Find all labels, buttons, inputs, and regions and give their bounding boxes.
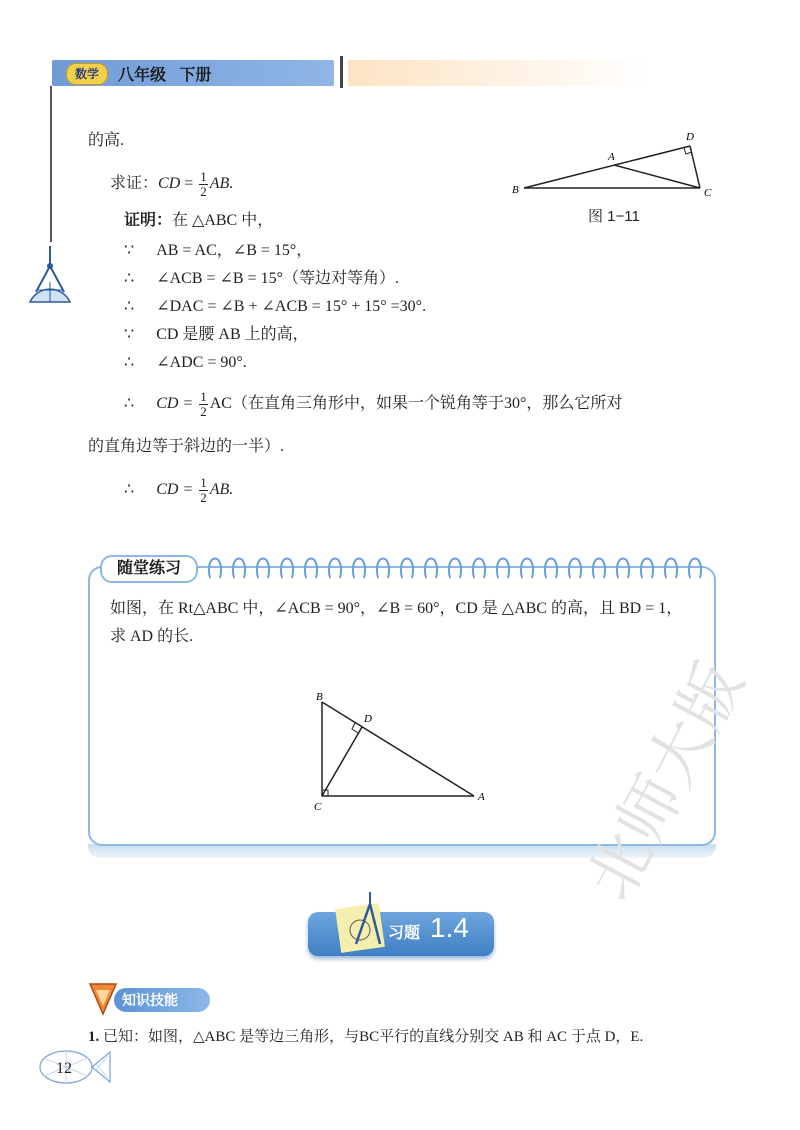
because-symbol: ∵ (124, 326, 135, 343)
header-gradient (348, 60, 648, 86)
fraction (199, 476, 208, 505)
watermark: 北师大版 (573, 651, 759, 912)
proof-step-3 (124, 296, 426, 318)
prove-label: 求证： (110, 175, 159, 193)
prove-rhs: AB. (209, 175, 234, 193)
therefore-symbol: ∴ (124, 270, 135, 287)
proof-intro-text: 在 △ABC 中， (172, 212, 274, 229)
therefore-symbol: ∴ (124, 298, 135, 315)
fraction (199, 170, 208, 199)
page-number: 12 (56, 1060, 72, 1077)
label-A: A (608, 151, 615, 163)
grade-label: 八年级 (118, 67, 167, 84)
therefore-symbol: ∴ (124, 481, 135, 499)
spiral-binding-icon (204, 548, 704, 584)
because-symbol: ∵ (124, 242, 135, 259)
proof-intro (124, 210, 273, 232)
label-C: C (314, 801, 322, 812)
frac-num: 1 (200, 169, 207, 184)
figure-1-11-caption: 图 1−11 (588, 208, 640, 225)
step-text: AC（在直角三角形中，如果一个锐角等于30°，那么它所对 (209, 395, 623, 413)
step-text: ∠ACB = ∠B = 15°（等边对等角）. (156, 270, 400, 287)
prove-statement (110, 170, 233, 199)
problem-1 (88, 1026, 643, 1048)
label-D: D (686, 131, 694, 143)
label-C: C (704, 187, 712, 199)
fish-icon (36, 1044, 112, 1090)
label-B: B (316, 691, 323, 703)
label-A: A (478, 791, 485, 803)
proof-step-6 (124, 390, 622, 419)
subject-badge-label: 数学 (74, 67, 99, 81)
therefore-symbol: ∴ (124, 395, 135, 413)
volume-label: 下册 (179, 67, 212, 84)
proof-label: 证明： (124, 212, 173, 229)
label-B: B (512, 184, 519, 196)
subject-badge (66, 63, 108, 85)
step-text: AB = AC，∠B = 15°， (156, 242, 313, 259)
line-CD (322, 727, 362, 796)
skills-label: 知识技能 (122, 992, 178, 1008)
practice-tab-label: 随堂练习 (116, 560, 181, 577)
step-lhs: CD = (156, 481, 198, 499)
prove-eq: = (180, 175, 198, 193)
problem-number: 1. (88, 1029, 100, 1045)
line-BD (524, 146, 690, 188)
step-text: ∠DAC = ∠B + ∠ACB = 15° + 15° =30°. (156, 298, 427, 315)
fraction (199, 390, 208, 419)
frac-den: 2 (200, 490, 207, 505)
skills-heading (114, 988, 210, 1012)
proof-step-4 (124, 324, 309, 346)
practice-text-1: 如图，在 Rt△ABC 中，∠ACB = 90°，∠B = 60°，CD 是 △ABC 的高，且 BD = 1， (110, 600, 683, 617)
label-D: D (364, 713, 372, 725)
line-BA (322, 702, 474, 796)
frac-num: 1 (200, 475, 207, 490)
text-line-1: 的高. (88, 132, 125, 149)
proof-step-2 (124, 268, 399, 290)
header-title (118, 62, 211, 85)
step-text: CD 是腰 AB 上的高， (156, 326, 309, 343)
line-AC (614, 165, 700, 188)
proof-step-7 (124, 476, 233, 505)
exercise-number: 1.4 (430, 912, 469, 943)
step-text: ∠ADC = 90°. (156, 354, 247, 371)
prove-lhs: CD (158, 175, 181, 193)
frac-num: 1 (200, 389, 207, 404)
compass-icon (346, 890, 386, 948)
practice-text-2: 求 AD 的长. (110, 628, 194, 645)
proof-step-6-cont: 的直角边等于斜边的一半）. (88, 438, 285, 455)
proof-step-5 (124, 352, 247, 374)
header-separator (340, 56, 343, 88)
frac-den: 2 (200, 404, 207, 419)
figure-1-11 (508, 126, 720, 202)
proof-step-1 (124, 240, 312, 262)
practice-tab (100, 555, 198, 583)
frac-den: 2 (200, 184, 207, 199)
step-text: AB. (209, 481, 234, 499)
exercise-label: 习题 (388, 925, 421, 942)
step-lhs: CD = (156, 395, 198, 413)
practice-figure (306, 688, 492, 812)
therefore-symbol: ∴ (124, 354, 135, 371)
problem-text: 已知：如图，△ABC 是等边三角形，与BC平行的直线分别交 AB 和 AC 于点 D，E. (103, 1029, 644, 1045)
compass-icon (26, 244, 74, 308)
margin-line (50, 86, 52, 242)
